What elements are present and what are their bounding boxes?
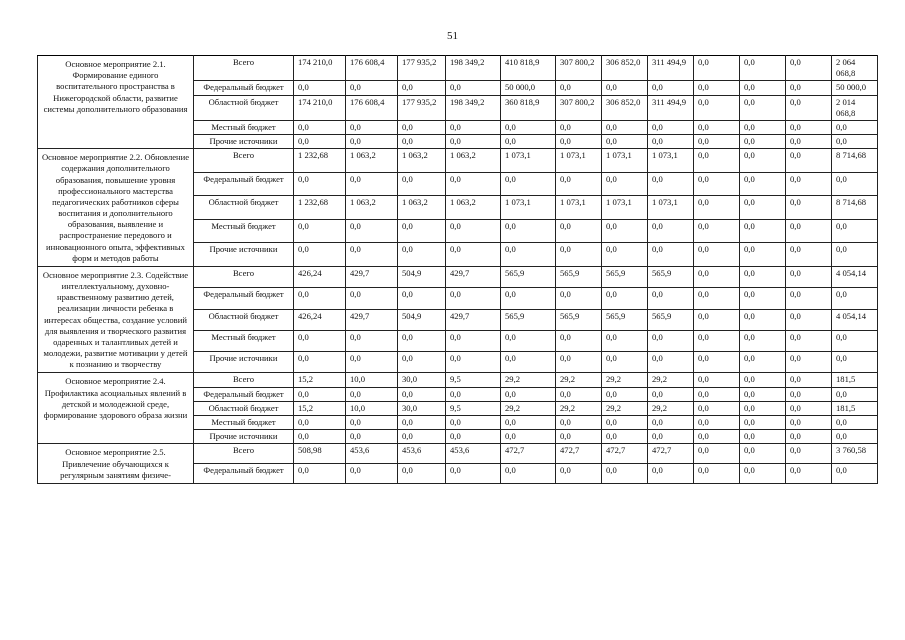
amount-cell: 0,0 bbox=[694, 219, 740, 243]
amount-cell: 181,5 bbox=[832, 401, 878, 415]
funding-source: Областной бюджет bbox=[194, 401, 294, 415]
amount-cell: 0,0 bbox=[694, 81, 740, 95]
amount-cell: 29,2 bbox=[648, 373, 694, 387]
amount-cell: 0,0 bbox=[740, 243, 786, 267]
amount-cell: 0,0 bbox=[446, 243, 501, 267]
amount-cell: 0,0 bbox=[602, 415, 648, 429]
amount-cell: 181,5 bbox=[832, 373, 878, 387]
amount-cell: 360 818,9 bbox=[501, 95, 556, 120]
amount-cell: 29,2 bbox=[556, 401, 602, 415]
amount-cell: 429,7 bbox=[446, 266, 501, 287]
amount-cell: 0,0 bbox=[446, 352, 501, 373]
amount-cell: 4 054,14 bbox=[832, 309, 878, 330]
amount-cell: 0,0 bbox=[740, 266, 786, 287]
amount-cell: 0,0 bbox=[740, 387, 786, 401]
amount-cell: 0,0 bbox=[694, 444, 740, 464]
amount-cell: 0,0 bbox=[694, 56, 740, 81]
amount-cell: 0,0 bbox=[740, 81, 786, 95]
amount-cell: 0,0 bbox=[740, 288, 786, 309]
amount-cell: 0,0 bbox=[398, 120, 446, 134]
amount-cell: 0,0 bbox=[398, 172, 446, 196]
amount-cell: 0,0 bbox=[740, 352, 786, 373]
amount-cell: 9,5 bbox=[446, 401, 501, 415]
amount-cell: 426,24 bbox=[294, 266, 346, 287]
amount-cell: 0,0 bbox=[501, 430, 556, 444]
activity-title: Основное мероприятие 2.5. Привлечение обучающихся к регулярным занятиям физиче- bbox=[38, 444, 194, 484]
amount-cell: 1 073,1 bbox=[648, 196, 694, 220]
amount-cell: 198 349,2 bbox=[446, 95, 501, 120]
amount-cell: 0,0 bbox=[740, 309, 786, 330]
amount-cell: 0,0 bbox=[694, 309, 740, 330]
amount-cell: 0,0 bbox=[832, 172, 878, 196]
amount-cell: 0,0 bbox=[501, 243, 556, 267]
amount-cell: 306 852,0 bbox=[602, 95, 648, 120]
amount-cell: 0,0 bbox=[740, 415, 786, 429]
amount-cell: 0,0 bbox=[786, 243, 832, 267]
amount-cell: 0,0 bbox=[501, 464, 556, 484]
amount-cell: 0,0 bbox=[786, 219, 832, 243]
amount-cell: 1 232,68 bbox=[294, 149, 346, 173]
amount-cell: 0,0 bbox=[786, 81, 832, 95]
amount-cell: 29,2 bbox=[602, 373, 648, 387]
amount-cell: 10,0 bbox=[346, 401, 398, 415]
amount-cell: 29,2 bbox=[602, 401, 648, 415]
amount-cell: 0,0 bbox=[294, 219, 346, 243]
funding-source: Всего bbox=[194, 373, 294, 387]
amount-cell: 0,0 bbox=[832, 120, 878, 134]
amount-cell: 8 714,68 bbox=[832, 196, 878, 220]
funding-source: Местный бюджет bbox=[194, 415, 294, 429]
table-row bbox=[38, 373, 878, 387]
amount-cell: 0,0 bbox=[346, 387, 398, 401]
amount-cell: 0,0 bbox=[294, 81, 346, 95]
amount-cell: 1 063,2 bbox=[398, 149, 446, 173]
amount-cell: 0,0 bbox=[740, 196, 786, 220]
amount-cell: 0,0 bbox=[398, 135, 446, 149]
amount-cell: 504,9 bbox=[398, 309, 446, 330]
amount-cell: 50 000,0 bbox=[832, 81, 878, 95]
funding-source: Федеральный бюджет bbox=[194, 172, 294, 196]
funding-source: Всего bbox=[194, 266, 294, 287]
amount-cell: 0,0 bbox=[501, 415, 556, 429]
budget-table-body bbox=[38, 56, 878, 484]
amount-cell: 0,0 bbox=[648, 430, 694, 444]
amount-cell: 0,0 bbox=[694, 135, 740, 149]
amount-cell: 0,0 bbox=[786, 401, 832, 415]
amount-cell: 0,0 bbox=[694, 243, 740, 267]
amount-cell: 0,0 bbox=[740, 373, 786, 387]
amount-cell: 0,0 bbox=[446, 387, 501, 401]
amount-cell: 0,0 bbox=[694, 288, 740, 309]
amount-cell: 0,0 bbox=[446, 219, 501, 243]
amount-cell: 429,7 bbox=[446, 309, 501, 330]
amount-cell: 0,0 bbox=[398, 81, 446, 95]
amount-cell: 0,0 bbox=[556, 172, 602, 196]
amount-cell: 565,9 bbox=[648, 309, 694, 330]
amount-cell: 0,0 bbox=[346, 120, 398, 134]
amount-cell: 0,0 bbox=[346, 330, 398, 351]
amount-cell: 0,0 bbox=[786, 196, 832, 220]
amount-cell: 0,0 bbox=[346, 415, 398, 429]
funding-source: Местный бюджет bbox=[194, 120, 294, 134]
funding-source: Прочие источники bbox=[194, 430, 294, 444]
amount-cell: 0,0 bbox=[556, 352, 602, 373]
amount-cell: 0,0 bbox=[346, 135, 398, 149]
amount-cell: 1 073,1 bbox=[556, 149, 602, 173]
amount-cell: 3 760,58 bbox=[832, 444, 878, 464]
amount-cell: 472,7 bbox=[648, 444, 694, 464]
amount-cell: 0,0 bbox=[446, 172, 501, 196]
amount-cell: 0,0 bbox=[694, 401, 740, 415]
amount-cell: 472,7 bbox=[602, 444, 648, 464]
funding-source: Прочие источники bbox=[194, 352, 294, 373]
amount-cell: 0,0 bbox=[556, 415, 602, 429]
amount-cell: 50 000,0 bbox=[501, 81, 556, 95]
amount-cell: 29,2 bbox=[556, 373, 602, 387]
amount-cell: 0,0 bbox=[501, 288, 556, 309]
amount-cell: 0,0 bbox=[786, 135, 832, 149]
amount-cell: 1 073,1 bbox=[602, 196, 648, 220]
amount-cell: 307 800,2 bbox=[556, 56, 602, 81]
amount-cell: 0,0 bbox=[501, 352, 556, 373]
amount-cell: 1 063,2 bbox=[398, 196, 446, 220]
page-number: 51 bbox=[447, 30, 458, 42]
amount-cell: 1 073,1 bbox=[602, 149, 648, 173]
amount-cell: 0,0 bbox=[740, 56, 786, 81]
amount-cell: 0,0 bbox=[501, 135, 556, 149]
amount-cell: 1 063,2 bbox=[346, 149, 398, 173]
amount-cell: 0,0 bbox=[648, 415, 694, 429]
amount-cell: 0,0 bbox=[556, 219, 602, 243]
amount-cell: 0,0 bbox=[556, 81, 602, 95]
amount-cell: 10,0 bbox=[346, 373, 398, 387]
amount-cell: 0,0 bbox=[346, 288, 398, 309]
amount-cell: 30,0 bbox=[398, 373, 446, 387]
amount-cell: 0,0 bbox=[346, 81, 398, 95]
amount-cell: 472,7 bbox=[556, 444, 602, 464]
amount-cell: 0,0 bbox=[398, 330, 446, 351]
amount-cell: 0,0 bbox=[740, 401, 786, 415]
amount-cell: 472,7 bbox=[501, 444, 556, 464]
amount-cell: 410 818,9 bbox=[501, 56, 556, 81]
amount-cell: 8 714,68 bbox=[832, 149, 878, 173]
funding-source: Прочие источники bbox=[194, 243, 294, 267]
amount-cell: 0,0 bbox=[294, 330, 346, 351]
amount-cell: 565,9 bbox=[648, 266, 694, 287]
amount-cell: 0,0 bbox=[786, 464, 832, 484]
funding-source: Областной бюджет bbox=[194, 95, 294, 120]
amount-cell: 0,0 bbox=[832, 464, 878, 484]
amount-cell: 0,0 bbox=[786, 415, 832, 429]
amount-cell: 565,9 bbox=[602, 266, 648, 287]
amount-cell: 0,0 bbox=[398, 219, 446, 243]
amount-cell: 177 935,2 bbox=[398, 95, 446, 120]
amount-cell: 0,0 bbox=[648, 352, 694, 373]
amount-cell: 0,0 bbox=[740, 149, 786, 173]
amount-cell: 0,0 bbox=[501, 330, 556, 351]
amount-cell: 0,0 bbox=[398, 387, 446, 401]
amount-cell: 1 063,2 bbox=[346, 196, 398, 220]
amount-cell: 0,0 bbox=[602, 430, 648, 444]
amount-cell: 2 014 068,8 bbox=[832, 95, 878, 120]
amount-cell: 30,0 bbox=[398, 401, 446, 415]
amount-cell: 504,9 bbox=[398, 266, 446, 287]
amount-cell: 0,0 bbox=[786, 95, 832, 120]
amount-cell: 0,0 bbox=[556, 135, 602, 149]
funding-source: Всего bbox=[194, 444, 294, 464]
amount-cell: 0,0 bbox=[602, 352, 648, 373]
amount-cell: 0,0 bbox=[786, 444, 832, 464]
amount-cell: 0,0 bbox=[602, 81, 648, 95]
amount-cell: 176 608,4 bbox=[346, 95, 398, 120]
amount-cell: 0,0 bbox=[294, 387, 346, 401]
amount-cell: 0,0 bbox=[556, 243, 602, 267]
amount-cell: 0,0 bbox=[556, 387, 602, 401]
amount-cell: 0,0 bbox=[648, 243, 694, 267]
amount-cell: 0,0 bbox=[398, 352, 446, 373]
amount-cell: 0,0 bbox=[786, 309, 832, 330]
amount-cell: 0,0 bbox=[648, 172, 694, 196]
amount-cell: 0,0 bbox=[694, 149, 740, 173]
amount-cell: 453,6 bbox=[346, 444, 398, 464]
amount-cell: 0,0 bbox=[740, 330, 786, 351]
amount-cell: 429,7 bbox=[346, 266, 398, 287]
amount-cell: 174 210,0 bbox=[294, 56, 346, 81]
amount-cell: 0,0 bbox=[501, 120, 556, 134]
amount-cell: 0,0 bbox=[786, 149, 832, 173]
amount-cell: 0,0 bbox=[556, 288, 602, 309]
amount-cell: 4 054,14 bbox=[832, 266, 878, 287]
amount-cell: 0,0 bbox=[602, 288, 648, 309]
amount-cell: 0,0 bbox=[786, 352, 832, 373]
amount-cell: 29,2 bbox=[501, 373, 556, 387]
amount-cell: 0,0 bbox=[694, 352, 740, 373]
amount-cell: 0,0 bbox=[398, 415, 446, 429]
amount-cell: 0,0 bbox=[832, 288, 878, 309]
amount-cell: 0,0 bbox=[786, 120, 832, 134]
amount-cell: 0,0 bbox=[346, 430, 398, 444]
activity-title: Основное мероприятие 2.2. Обновление содержания дополнительного образования, повышение уровня профессионального мастерства педагогических работников сферы воспитания и дополнительного образования, выявление и распространение передового и инновационного опыта, эффективных форм и методов работы bbox=[38, 149, 194, 267]
amount-cell: 565,9 bbox=[556, 309, 602, 330]
amount-cell: 565,9 bbox=[501, 266, 556, 287]
amount-cell: 0,0 bbox=[786, 373, 832, 387]
funding-source: Всего bbox=[194, 56, 294, 81]
table-row bbox=[38, 444, 878, 464]
amount-cell: 0,0 bbox=[446, 120, 501, 134]
amount-cell: 0,0 bbox=[786, 387, 832, 401]
funding-source: Прочие источники bbox=[194, 135, 294, 149]
amount-cell: 0,0 bbox=[602, 219, 648, 243]
amount-cell: 198 349,2 bbox=[446, 56, 501, 81]
amount-cell: 0,0 bbox=[648, 219, 694, 243]
amount-cell: 0,0 bbox=[446, 288, 501, 309]
amount-cell: 0,0 bbox=[501, 219, 556, 243]
amount-cell: 0,0 bbox=[694, 95, 740, 120]
funding-source: Местный бюджет bbox=[194, 219, 294, 243]
amount-cell: 453,6 bbox=[398, 444, 446, 464]
amount-cell: 0,0 bbox=[294, 243, 346, 267]
amount-cell: 0,0 bbox=[832, 430, 878, 444]
amount-cell: 0,0 bbox=[398, 430, 446, 444]
amount-cell: 0,0 bbox=[832, 330, 878, 351]
amount-cell: 0,0 bbox=[294, 172, 346, 196]
amount-cell: 0,0 bbox=[740, 219, 786, 243]
amount-cell: 0,0 bbox=[786, 56, 832, 81]
amount-cell: 15,2 bbox=[294, 401, 346, 415]
amount-cell: 0,0 bbox=[446, 430, 501, 444]
amount-cell: 1 063,2 bbox=[446, 196, 501, 220]
amount-cell: 0,0 bbox=[294, 352, 346, 373]
funding-source: Всего bbox=[194, 149, 294, 173]
amount-cell: 0,0 bbox=[556, 330, 602, 351]
amount-cell: 426,24 bbox=[294, 309, 346, 330]
amount-cell: 0,0 bbox=[740, 95, 786, 120]
amount-cell: 29,2 bbox=[501, 401, 556, 415]
amount-cell: 0,0 bbox=[602, 464, 648, 484]
amount-cell: 0,0 bbox=[694, 464, 740, 484]
amount-cell: 2 064 068,8 bbox=[832, 56, 878, 81]
amount-cell: 0,0 bbox=[648, 135, 694, 149]
amount-cell: 0,0 bbox=[694, 387, 740, 401]
amount-cell: 0,0 bbox=[786, 288, 832, 309]
amount-cell: 508,98 bbox=[294, 444, 346, 464]
amount-cell: 0,0 bbox=[556, 430, 602, 444]
activity-title: Основное мероприятие 2.3. Содействие интеллектуальному, духовно-нравственному развитию детей, реализации личности ребенка в интересах общества, создание условий для выявления и творческого развития одаренных и талантливых детей и молодежи, развитие мотивации у детей к познанию и творчеству bbox=[38, 266, 194, 373]
amount-cell: 0,0 bbox=[398, 464, 446, 484]
amount-cell: 1 063,2 bbox=[446, 149, 501, 173]
amount-cell: 0,0 bbox=[740, 172, 786, 196]
amount-cell: 0,0 bbox=[556, 120, 602, 134]
amount-cell: 0,0 bbox=[294, 415, 346, 429]
amount-cell: 0,0 bbox=[648, 120, 694, 134]
funding-source: Местный бюджет bbox=[194, 330, 294, 351]
amount-cell: 174 210,0 bbox=[294, 95, 346, 120]
amount-cell: 0,0 bbox=[294, 135, 346, 149]
amount-cell: 0,0 bbox=[694, 373, 740, 387]
amount-cell: 0,0 bbox=[786, 172, 832, 196]
table-row bbox=[38, 149, 878, 173]
amount-cell: 0,0 bbox=[346, 464, 398, 484]
amount-cell: 0,0 bbox=[346, 243, 398, 267]
amount-cell: 0,0 bbox=[602, 243, 648, 267]
amount-cell: 177 935,2 bbox=[398, 56, 446, 81]
amount-cell: 0,0 bbox=[694, 266, 740, 287]
amount-cell: 0,0 bbox=[602, 172, 648, 196]
funding-source: Областной бюджет bbox=[194, 309, 294, 330]
budget-table bbox=[37, 55, 878, 484]
amount-cell: 0,0 bbox=[446, 330, 501, 351]
amount-cell: 1 232,68 bbox=[294, 196, 346, 220]
amount-cell: 0,0 bbox=[648, 81, 694, 95]
amount-cell: 565,9 bbox=[556, 266, 602, 287]
amount-cell: 0,0 bbox=[346, 352, 398, 373]
amount-cell: 0,0 bbox=[398, 243, 446, 267]
amount-cell: 0,0 bbox=[294, 430, 346, 444]
amount-cell: 0,0 bbox=[786, 266, 832, 287]
amount-cell: 0,0 bbox=[740, 135, 786, 149]
amount-cell: 0,0 bbox=[446, 464, 501, 484]
amount-cell: 0,0 bbox=[694, 430, 740, 444]
funding-source: Областной бюджет bbox=[194, 196, 294, 220]
amount-cell: 0,0 bbox=[694, 172, 740, 196]
amount-cell: 0,0 bbox=[446, 81, 501, 95]
amount-cell: 0,0 bbox=[602, 135, 648, 149]
amount-cell: 0,0 bbox=[398, 288, 446, 309]
amount-cell: 0,0 bbox=[832, 243, 878, 267]
amount-cell: 0,0 bbox=[786, 330, 832, 351]
funding-source: Федеральный бюджет bbox=[194, 81, 294, 95]
amount-cell: 0,0 bbox=[832, 415, 878, 429]
amount-cell: 1 073,1 bbox=[501, 149, 556, 173]
amount-cell: 0,0 bbox=[556, 464, 602, 484]
amount-cell: 0,0 bbox=[832, 135, 878, 149]
amount-cell: 0,0 bbox=[740, 430, 786, 444]
amount-cell: 0,0 bbox=[346, 219, 398, 243]
amount-cell: 0,0 bbox=[694, 120, 740, 134]
amount-cell: 429,7 bbox=[346, 309, 398, 330]
amount-cell: 15,2 bbox=[294, 373, 346, 387]
amount-cell: 0,0 bbox=[786, 430, 832, 444]
activity-title: Основное мероприятие 2.1. Формирование единого воспитательного пространства в Нижегородской области, развитие системы дополнительного образования bbox=[38, 56, 194, 149]
amount-cell: 0,0 bbox=[648, 464, 694, 484]
amount-cell: 9,5 bbox=[446, 373, 501, 387]
amount-cell: 0,0 bbox=[294, 120, 346, 134]
table-row bbox=[38, 266, 878, 287]
amount-cell: 0,0 bbox=[694, 415, 740, 429]
amount-cell: 0,0 bbox=[648, 288, 694, 309]
amount-cell: 1 073,1 bbox=[556, 196, 602, 220]
amount-cell: 0,0 bbox=[346, 172, 398, 196]
amount-cell: 0,0 bbox=[501, 387, 556, 401]
amount-cell: 0,0 bbox=[501, 172, 556, 196]
amount-cell: 565,9 bbox=[501, 309, 556, 330]
amount-cell: 311 494,9 bbox=[648, 56, 694, 81]
amount-cell: 0,0 bbox=[446, 135, 501, 149]
amount-cell: 307 800,2 bbox=[556, 95, 602, 120]
funding-source: Федеральный бюджет bbox=[194, 288, 294, 309]
amount-cell: 1 073,1 bbox=[648, 149, 694, 173]
amount-cell: 306 852,0 bbox=[602, 56, 648, 81]
amount-cell: 29,2 bbox=[648, 401, 694, 415]
amount-cell: 565,9 bbox=[602, 309, 648, 330]
funding-source: Федеральный бюджет bbox=[194, 464, 294, 484]
amount-cell: 0,0 bbox=[740, 444, 786, 464]
amount-cell: 0,0 bbox=[740, 464, 786, 484]
amount-cell: 453,6 bbox=[446, 444, 501, 464]
amount-cell: 0,0 bbox=[648, 330, 694, 351]
amount-cell: 0,0 bbox=[694, 330, 740, 351]
amount-cell: 0,0 bbox=[602, 120, 648, 134]
amount-cell: 0,0 bbox=[294, 288, 346, 309]
activity-title: Основное мероприятие 2.4. Профилактика асоциальных явлений в детской и молодежной среде, формирование здорового образа жизни bbox=[38, 373, 194, 444]
amount-cell: 0,0 bbox=[832, 219, 878, 243]
amount-cell: 0,0 bbox=[294, 464, 346, 484]
amount-cell: 0,0 bbox=[648, 387, 694, 401]
amount-cell: 0,0 bbox=[602, 387, 648, 401]
funding-source: Федеральный бюджет bbox=[194, 387, 294, 401]
amount-cell: 0,0 bbox=[832, 352, 878, 373]
amount-cell: 0,0 bbox=[740, 120, 786, 134]
amount-cell: 0,0 bbox=[694, 196, 740, 220]
amount-cell: 0,0 bbox=[446, 415, 501, 429]
amount-cell: 0,0 bbox=[602, 330, 648, 351]
table-row bbox=[38, 56, 878, 81]
amount-cell: 176 608,4 bbox=[346, 56, 398, 81]
amount-cell: 1 073,1 bbox=[501, 196, 556, 220]
amount-cell: 311 494,9 bbox=[648, 95, 694, 120]
amount-cell: 0,0 bbox=[832, 387, 878, 401]
